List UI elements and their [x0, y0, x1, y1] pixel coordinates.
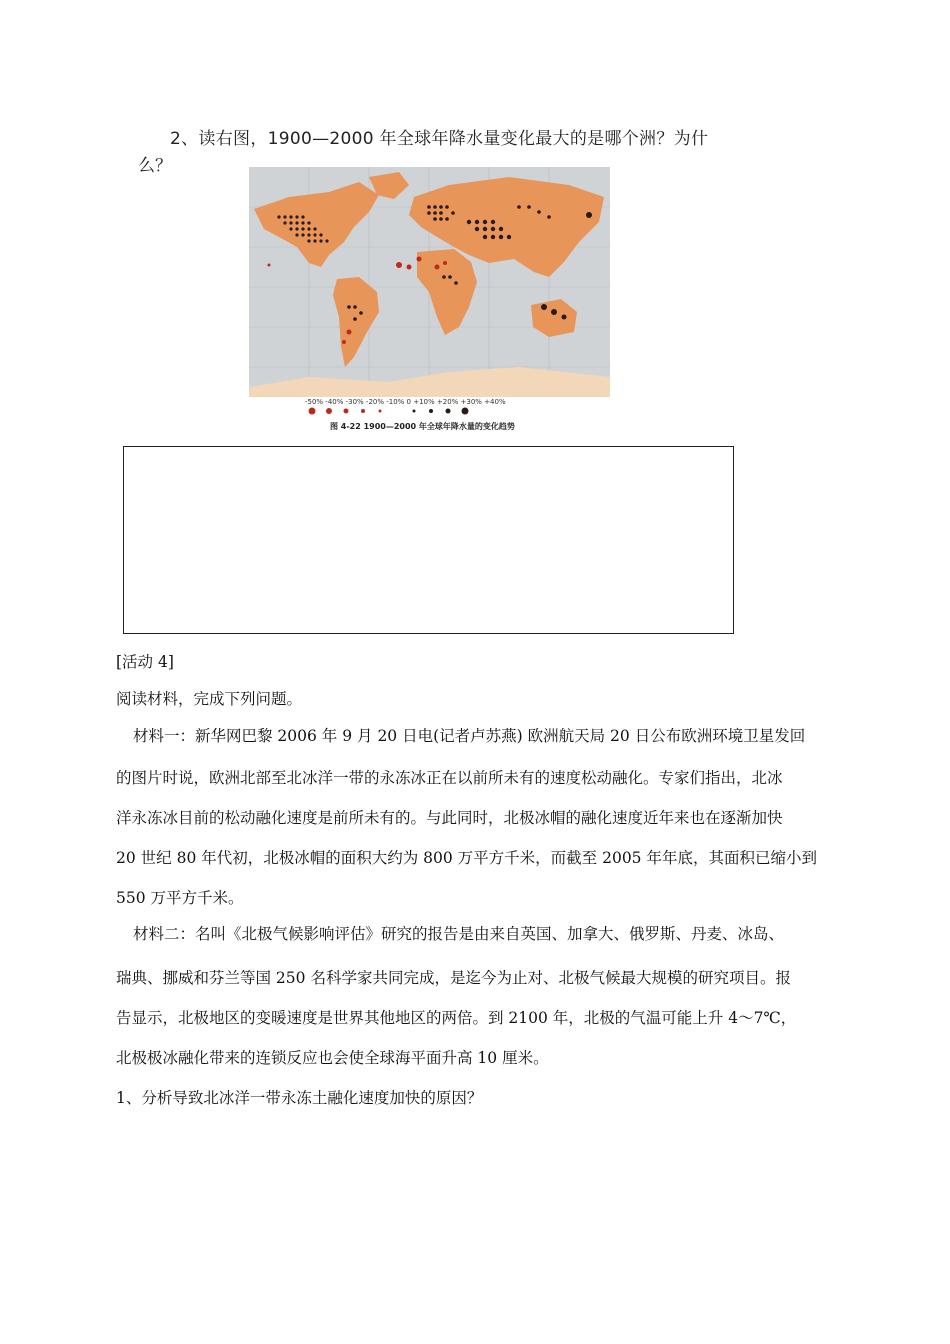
material1-line: 的图片时说，欧洲北部至北冰洋一带的永冻冰正在以前所未有的速度松动融化。专家们指出，北冰 — [116, 769, 783, 787]
question-2-line2: 么？ — [138, 156, 172, 176]
material1-line: 材料一：新华网巴黎 2006 年 9 月 20 日电(记者卢苏燕) 欧洲航天局 20 日公布欧洲环境卫星发回 — [133, 727, 806, 745]
question-2-line1: 2、读右图，1900—2000 年全球年降水量变化最大的是哪个洲？为什 — [170, 129, 709, 149]
material2-line: 告显示，北极地区的变暖速度是世界其他地区的两倍。到 2100 年，北极的气温可能上升 4～7℃， — [116, 1009, 797, 1027]
activity-heading: [活动 4] — [116, 653, 174, 671]
question-1: 1、分析导致北冰洋一带永冻土融化速度加快的原因？ — [116, 1089, 483, 1107]
material1-line: 洋永冻冰目前的松动融化速度是前所未有的。与此同时，北极冰帽的融化速度近年来也在逐渐加快 — [116, 809, 783, 827]
activity-instruction: 阅读材料，完成下列问题。 — [116, 690, 303, 708]
answer-box[interactable] — [123, 446, 734, 634]
map-legend: -50% -40% -30% -20% -10% 0 +10% +20% +30% +40% — [305, 398, 506, 406]
precipitation-change-map — [249, 167, 610, 397]
legend-swatches — [307, 406, 477, 416]
material2-line: 瑞典、挪威和芬兰等国 250 名科学家共同完成，是迄今为止对、北极气候最大规模的研究项目。报 — [116, 969, 791, 987]
material1-line: 20 世纪 80 年代初，北极冰帽的面积大约为 800 万平方千米，而截至 2005 年年底，其面积已缩小到 — [116, 849, 817, 867]
world-map-image — [249, 167, 610, 397]
figure-caption: 图 4-22 1900—2000 年全球年降水量的变化趋势 — [330, 422, 515, 431]
material2-line: 北极极冰融化带来的连锁反应也会使全球海平面升高 10 厘米。 — [116, 1049, 549, 1067]
material2-line: 材料二：名叫《北极气候影响评估》研究的报告是由来自英国、加拿大、俄罗斯、丹麦、冰岛、 — [133, 925, 785, 943]
material1-line: 550 万平方千米。 — [116, 889, 244, 907]
